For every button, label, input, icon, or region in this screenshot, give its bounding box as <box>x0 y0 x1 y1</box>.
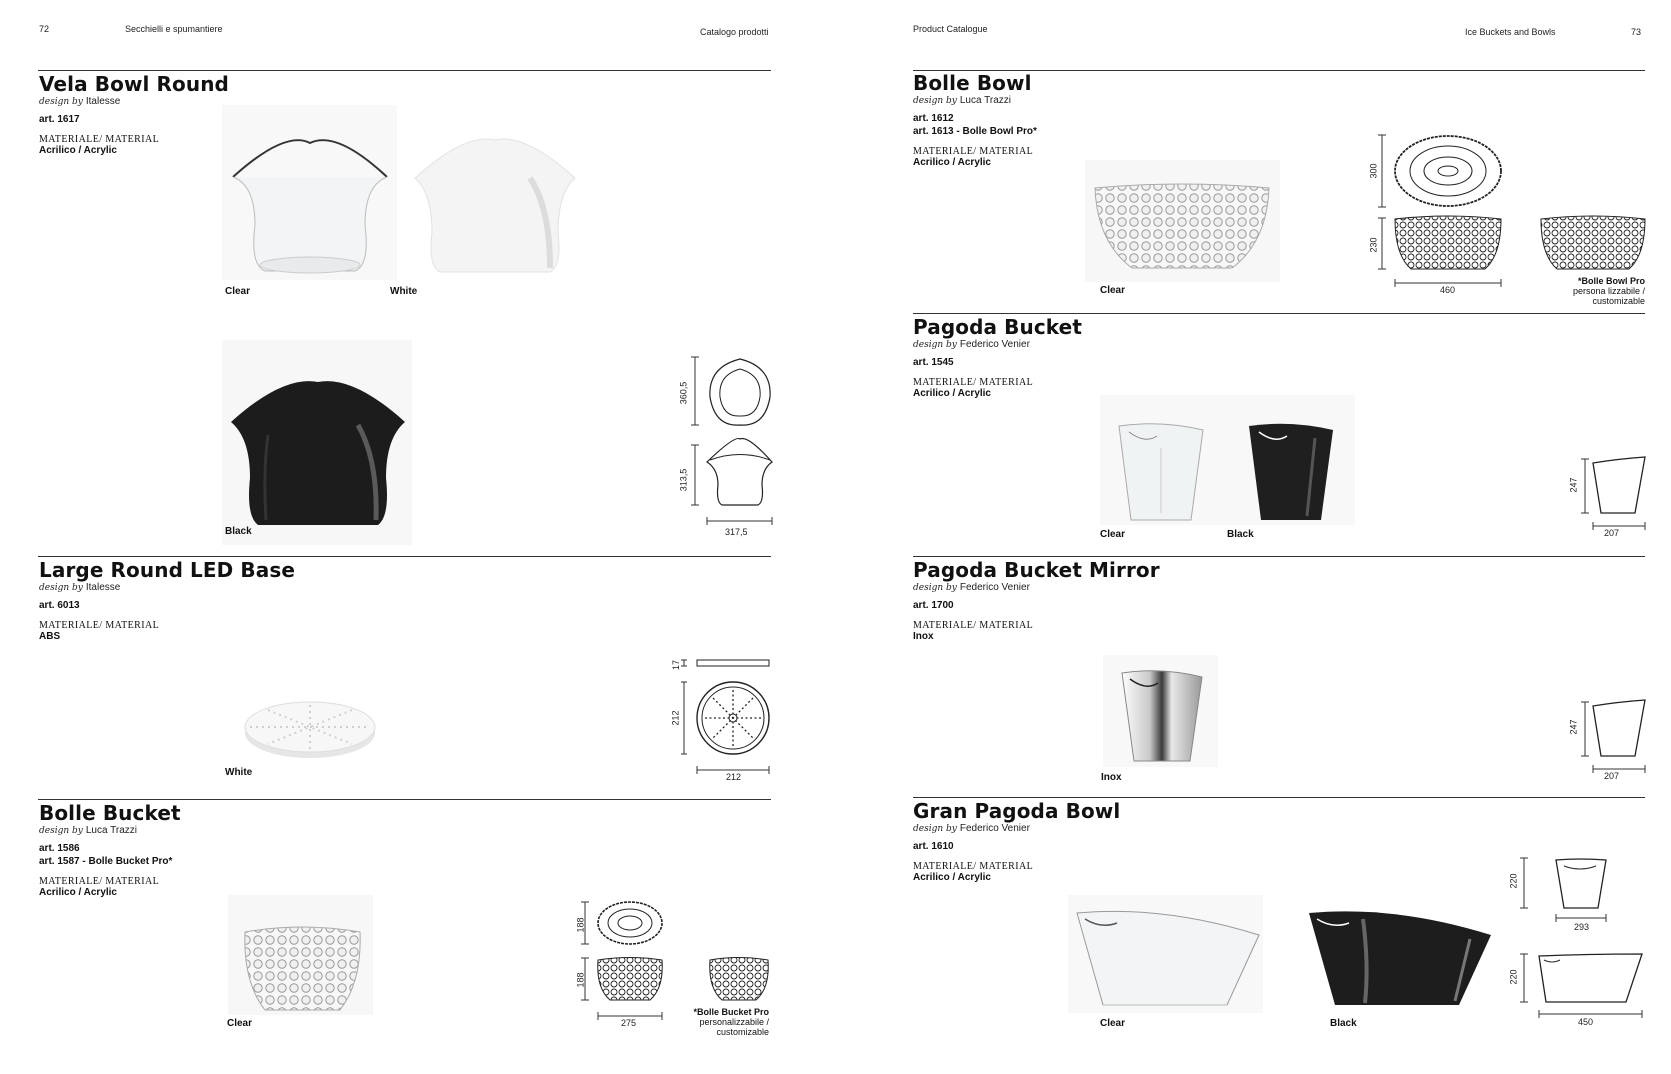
dim-width: 212 <box>726 772 742 782</box>
vela-clear-illustration <box>225 135 395 280</box>
dim-height-top: 300 <box>1368 163 1379 179</box>
material-value: Acrilico / Acrylic <box>39 887 117 898</box>
left-section-title: Secchielli e spumantiere <box>125 24 223 34</box>
product-title: Pagoda Bucket <box>913 315 1082 339</box>
material-label: MATERIALE/ MATERIAL <box>39 620 160 631</box>
material-label: MATERIALE/ MATERIAL <box>39 134 160 145</box>
bolle-bowl-illustration <box>1092 180 1272 275</box>
article-number: art. 1610 <box>913 841 954 852</box>
dim-height: 212 <box>670 710 681 726</box>
pagoda-mirror-illustration <box>1118 665 1208 765</box>
left-running-title: Catalogo prodotti <box>700 27 769 37</box>
dim-width-side: 450 <box>1578 1017 1594 1027</box>
dim-height-side: 188 <box>575 972 586 988</box>
caption-inox: Inox <box>1101 772 1122 783</box>
right-running-title: Product Catalogue <box>913 24 988 34</box>
product-title: Pagoda Bucket Mirror <box>913 558 1160 582</box>
product-title: Vela Bowl Round <box>39 72 229 96</box>
led-technical-drawing <box>672 658 782 778</box>
right-page-number: 73 <box>1631 27 1642 37</box>
material-value: Acrilico / Acrylic <box>913 157 991 168</box>
dim-width: 317,5 <box>725 527 748 537</box>
material-label: MATERIALE/ MATERIAL <box>913 377 1034 388</box>
material-label: MATERIALE/ MATERIAL <box>39 876 160 887</box>
material-label: MATERIALE/ MATERIAL <box>913 146 1034 157</box>
product-title: Bolle Bucket <box>39 801 181 825</box>
dim-height-side: 230 <box>1368 237 1379 253</box>
caption-white: White <box>390 286 418 297</box>
product-pagoda-bucket <box>913 315 1082 399</box>
gran-pagoda-clear-illustration <box>1073 905 1263 1010</box>
dim-height: 247 <box>1568 477 1579 493</box>
vela-technical-drawing <box>690 357 780 527</box>
pagoda-mirror-technical-drawing <box>1583 698 1648 778</box>
material-value: ABS <box>39 631 61 642</box>
dim-width: 275 <box>621 1018 637 1028</box>
caption-clear: Clear <box>1100 285 1126 296</box>
material-value: Inox <box>913 631 934 642</box>
caption-black: Black <box>1227 529 1254 540</box>
article-number: art. 1700 <box>913 600 954 611</box>
article-number-pro: art. 1587 - Bolle Bucket Pro* <box>39 856 173 867</box>
product-title: Large Round LED Base <box>39 558 296 582</box>
gran-pagoda-technical-drawing <box>1522 856 1647 1021</box>
product-designer: design by Italesse <box>39 582 121 593</box>
section-divider <box>913 313 1645 314</box>
material-label: MATERIALE/ MATERIAL <box>913 861 1034 872</box>
section-divider <box>913 556 1645 557</box>
dim-height-top: 360,5 <box>678 381 689 405</box>
product-designer: design by Luca Trazzi <box>913 95 1011 106</box>
product-pagoda-bucket-mirror <box>913 558 1160 642</box>
dim-height-side: 313,5 <box>678 468 689 492</box>
pagoda-technical-drawing <box>1583 455 1648 535</box>
product-designer: design by Federico Venier <box>913 823 1030 834</box>
left-page-number: 72 <box>39 24 50 34</box>
product-bolle-bucket <box>39 801 181 898</box>
dim-width: 207 <box>1604 771 1620 781</box>
dim-height-top: 220 <box>1508 873 1519 889</box>
dim-height-side: 220 <box>1508 969 1519 985</box>
product-designer: design by Italesse <box>39 96 121 107</box>
product-title: Bolle Bowl <box>913 71 1032 95</box>
caption-black: Black <box>1330 1018 1357 1029</box>
article-number: art. 1545 <box>913 357 954 368</box>
caption-clear: Clear <box>225 286 251 297</box>
article-number: art. 1586 <box>39 843 80 854</box>
pagoda-clear-illustration <box>1115 418 1210 523</box>
material-value: Acrilico / Acrylic <box>39 145 117 156</box>
bolle-bucket-illustration <box>240 922 365 1017</box>
right-section-title: Ice Buckets and Bowls <box>1465 27 1556 37</box>
bolle-bowl-technical-drawing <box>1375 133 1650 288</box>
caption-clear: Clear <box>1100 1018 1126 1029</box>
section-divider <box>38 556 771 557</box>
section-divider <box>38 799 771 800</box>
product-vela-bowl-round <box>39 72 229 156</box>
vela-black-illustration <box>228 380 408 530</box>
section-divider <box>38 70 771 71</box>
product-designer: design by Federico Venier <box>913 582 1030 593</box>
dim-height: 247 <box>1568 719 1579 735</box>
product-bolle-bowl <box>913 71 1037 168</box>
material-value: Acrilico / Acrylic <box>913 872 991 883</box>
article-number-pro: art. 1613 - Bolle Bowl Pro* <box>913 126 1037 137</box>
product-title: Gran Pagoda Bowl <box>913 799 1121 823</box>
caption-black: Black <box>225 526 252 537</box>
dim-thickness: 17 <box>671 659 682 671</box>
product-designer: design by Federico Venier <box>913 339 1030 350</box>
bolle-bucket-pro-note: *Bolle Bucket Pro personalizzabile / customizable <box>693 1007 769 1037</box>
bolle-bowl-pro-note: *Bolle Bowl Pro persona lizzabile / customizable <box>1572 276 1645 306</box>
caption-clear: Clear <box>227 1018 253 1029</box>
article-number: art. 6013 <box>39 600 80 611</box>
pagoda-black-illustration <box>1245 418 1340 523</box>
material-value: Acrilico / Acrylic <box>913 388 991 399</box>
article-number: art. 1617 <box>39 114 80 125</box>
caption-white: White <box>225 767 253 778</box>
caption-clear: Clear <box>1100 529 1126 540</box>
article-number: art. 1612 <box>913 113 954 124</box>
dim-height-top: 188 <box>575 917 586 933</box>
dim-width: 207 <box>1604 528 1620 538</box>
product-gran-pagoda-bowl <box>913 799 1120 883</box>
product-large-round-led-base <box>39 558 295 642</box>
section-divider <box>913 797 1645 798</box>
dim-width: 460 <box>1440 285 1456 295</box>
product-designer: design by Luca Trazzi <box>39 825 137 836</box>
material-label: MATERIALE/ MATERIAL <box>913 620 1034 631</box>
vela-white-illustration <box>410 138 580 278</box>
gran-pagoda-black-illustration <box>1305 905 1495 1010</box>
led-base-illustration <box>240 695 380 760</box>
dim-width-top: 293 <box>1574 922 1590 932</box>
